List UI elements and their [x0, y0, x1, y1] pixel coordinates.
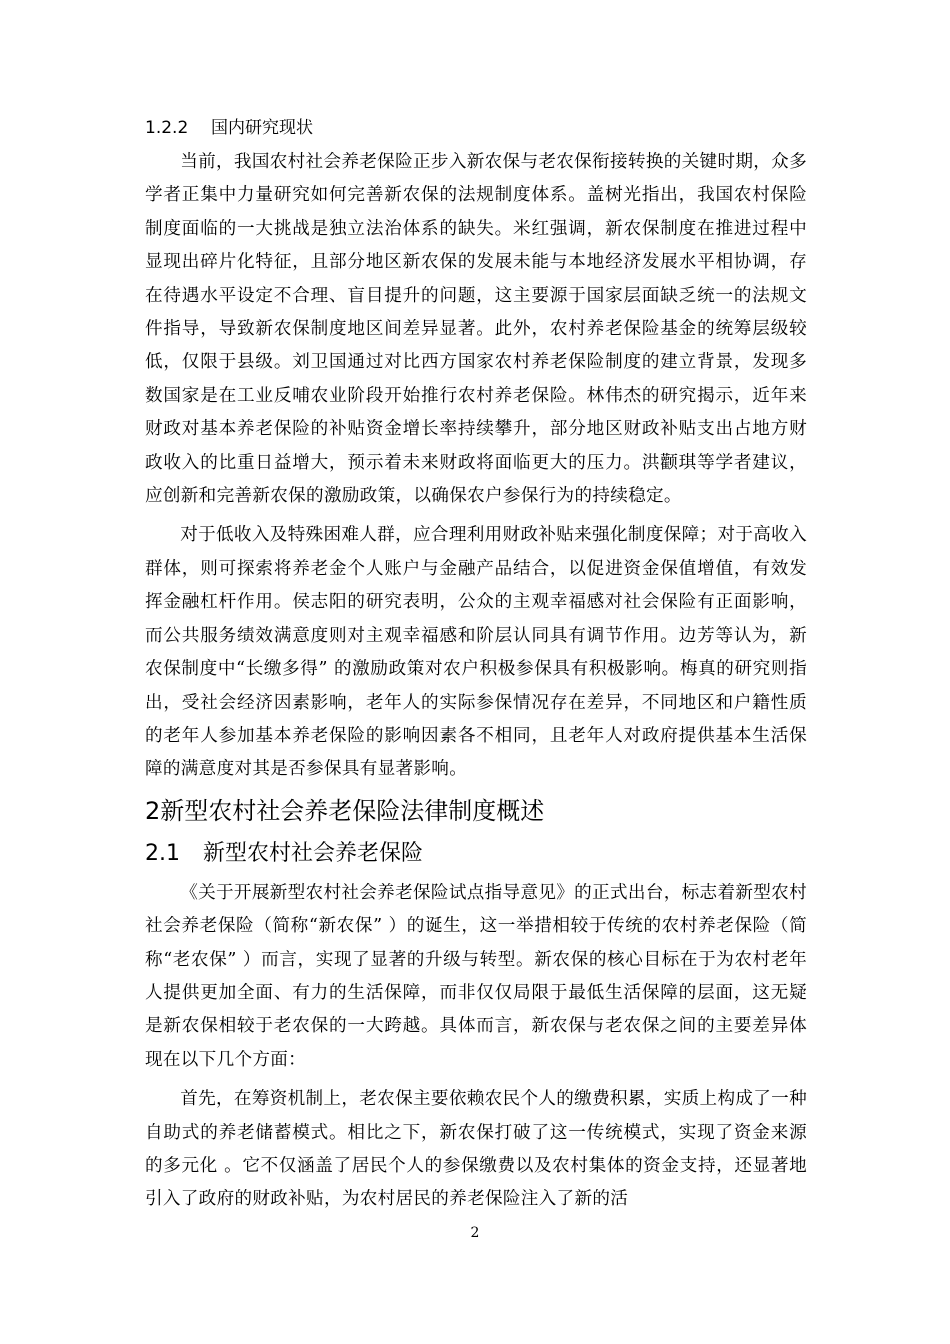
section-number: 1.2.2 [145, 118, 189, 138]
paragraph: 《关于开展新型农村社会养老保险试点指导意见》的正式出台，标志着新型农村社会养老保险（简称“新农保” ）的诞生，这一举措相较于传统的农村养老保险（简称“老农保” ）而言，实现了显著的升级与转型。新农保的核心目标在于为农村老年人提供更加全面、有力的生活保障，而非仅仅局限于最低生活保障的层面，这无疑是新农保相较于老农保的一大跨越。具体而言，新农保与老农保之间的主要差异体现在以下几个方面： [145, 882, 807, 1070]
section-number: 2.1 [145, 840, 180, 866]
section-heading-1-2-2 [145, 110, 807, 146]
page-number: 2 [470, 1225, 480, 1241]
section-heading-2-1 [145, 833, 807, 875]
paragraph: 当前，我国农村社会养老保险正步入新农保与老农保衔接转换的关键时期，众多学者正集中力量研究如何完善新农保的法规制度体系。盖树光指出，我国农村保险制度面临的一大挑战是独立法治体系的缺失。米红强调，新农保制度在推进过程中显现出碎片化特征，且部分地区新农保的发展未能与本地经济发展水平相协调，存在待遇水平设定不合理、盲目提升的问题，这主要源于国家层面缺乏统一的法规文件指导，导致新农保制度地区间差异显著。此外，农村养老保险基金的统筹层级较低，仅限于县级。刘卫国通过对比西方国家农村养老保险制度的建立背景，发现多数国家是在工业反哺农业阶段开始推行农村养老保险。林伟杰的研究揭示，近年来财政对基本养老保险的补贴资金增长率持续攀升，部分地区财政补贴支出占地方财政收入的比重日益增大，预示着未来财政将面临更大的压力。洪颧琪等学者建议，应创新和完善新农保的激励政策，以确保农户参保行为的持续稳定。 [145, 152, 807, 507]
section-title: 国内研究现状 [211, 118, 313, 138]
paragraph: 对于低收入及特殊困难人群，应合理利用财政补贴来强化制度保障；对于高收入群体，则可探索将养老金个人账户与金融产品结合，以促进资金保值增值，有效发挥金融杠杆作用。侯志阳的研究表明，公众的主观幸福感对社会保险有正面影响，而公共服务绩效满意度则对主观幸福感和阶层认同具有调节作用。边芳等认为，新农保制度中“长缴多得” 的激励政策对农户积极参保具有积极影响。梅真的研究则指出，受社会经济因素影响，老年人的实际参保情况存在差异，不同地区和户籍性质的老年人参加基本养老保险的影响因素各不相同，且老年人对政府提供基本生活保障的满意度对其是否参保具有显著影响。 [145, 525, 807, 780]
page-content [145, 110, 807, 1217]
chapter-heading-2: 2新型农村社会养老保险法律制度概述 [145, 796, 545, 825]
section-title: 新型农村社会养老保险 [203, 840, 424, 866]
paragraph: 首先，在筹资机制上，老农保主要依赖农民个人的缴费积累，实质上构成了一种自助式的养老储蓄模式。相比之下，新农保打破了这一传统模式，实现了资金来源的多元化 。它不仅涵盖了居民个人的参保缴费以及农村集体的资金支持，还显著地引入了政府的财政补贴，为农村居民的养老保险注入了新的活 [145, 1089, 807, 1210]
